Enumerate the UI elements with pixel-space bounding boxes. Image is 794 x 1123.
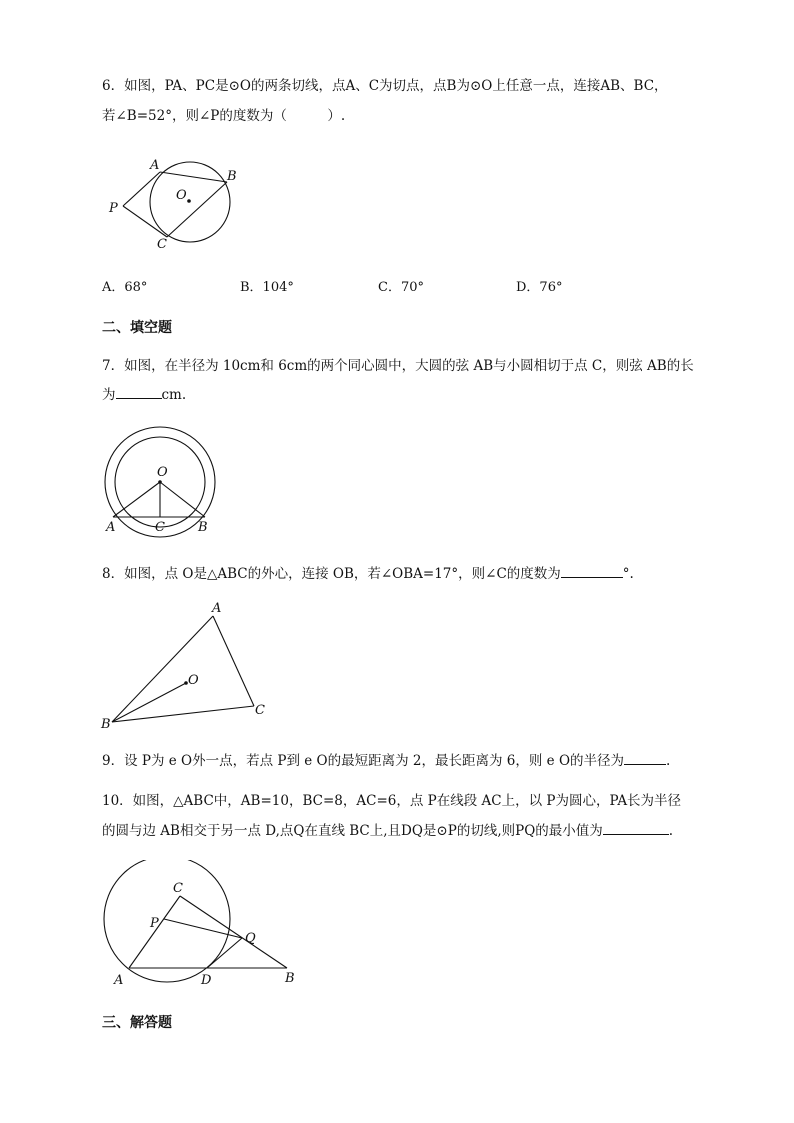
q8-label-c: C xyxy=(255,703,265,718)
q10-answer-blank xyxy=(603,820,669,835)
q8-side-ac xyxy=(213,616,254,706)
q6-center-dot xyxy=(187,199,191,203)
q8-figure xyxy=(100,600,275,730)
q10-line2-prefix: 的圆与边 AB相交于另一点 D,点Q在直线 BC上,且DQ是⊙P的切线,则PQ的最小值为 xyxy=(102,823,603,839)
q8-label-o: O xyxy=(188,673,199,688)
q10-side-bc xyxy=(180,896,287,968)
q6-label-b: B xyxy=(227,169,237,184)
q6-line2: 若∠B=52°，则∠P的度数为（ ）. xyxy=(102,108,346,124)
q7-radius-oa xyxy=(113,482,160,517)
q7-line2-suffix: cm. xyxy=(161,387,187,403)
q8-text xyxy=(102,563,634,584)
q8-text-prefix: 8．如图，点 O是△ABC的外心，连接 OB，若∠OBA=17°，则∠C的度数为 xyxy=(102,566,561,582)
q6-label-o: O xyxy=(176,188,187,203)
q8-text-suffix: °. xyxy=(622,566,634,582)
q7-line2 xyxy=(102,384,186,405)
q10-label-p: P xyxy=(150,916,159,931)
q6-tangent-pc xyxy=(123,206,167,237)
q9-text-prefix: 9．设 P为 e O外一点，若点 P到 e O的最短距离为 2，最长距离为 6，则 e O的半径为 xyxy=(102,753,625,769)
q10-label-d: D xyxy=(201,973,212,988)
q10-tangent-dq xyxy=(207,938,242,968)
q8-label-b: B xyxy=(101,717,111,730)
q6-option-a: A．68° xyxy=(102,280,148,295)
q8-segment-ob xyxy=(112,683,186,722)
q6-option-c: C．70° xyxy=(378,280,424,295)
q6-label-p: P xyxy=(109,201,118,216)
q7-figure xyxy=(100,425,225,540)
q7-line2-prefix: 为 xyxy=(102,387,116,403)
q10-label-a: A xyxy=(114,973,124,988)
q10-label-c: C xyxy=(173,881,183,896)
q6-option-d: D．76° xyxy=(516,280,563,295)
q8-label-a: A xyxy=(212,601,222,616)
q8-side-ab xyxy=(112,616,213,722)
q6-chord-ab xyxy=(160,172,227,182)
q7-label-o: O xyxy=(157,465,168,480)
q10-line2 xyxy=(102,820,673,841)
q8-answer-blank xyxy=(561,563,623,578)
q8-side-bc xyxy=(112,706,254,722)
q10-label-b: B xyxy=(285,971,295,986)
q6-label-c: C xyxy=(157,237,167,252)
q6-figure xyxy=(100,150,250,260)
q10-line1: 10．如图，△ABC中，AB=10，BC=8，AC=6，点 P在线段 AC上，以 P为圆心，PA长为半径 xyxy=(102,793,682,809)
q7-line1: 7．如图，在半径为 10cm和 6cm的两个同心圆中，大圆的弦 AB与小圆相切于点 C，则弦 AB的长 xyxy=(102,358,694,374)
q9-answer-blank xyxy=(624,750,666,765)
q10-line2-suffix: . xyxy=(668,823,674,839)
q6-line1: 6．如图，PA、PC是⊙O的两条切线，点A、C为切点，点B为⊙O上任意一点，连接AB、BC， xyxy=(102,78,668,94)
q6-tangent-pa xyxy=(123,172,160,206)
q10-circle-p xyxy=(104,860,230,982)
q10-figure xyxy=(100,860,305,995)
q9-text-suffix: . xyxy=(666,753,671,769)
q6-label-a: A xyxy=(150,158,160,173)
q7-label-b: B xyxy=(198,520,208,535)
q9-text xyxy=(102,750,670,771)
q7-center-dot xyxy=(158,480,162,484)
q7-label-a: A xyxy=(106,520,116,535)
section-heading-solution: 三、解答题 xyxy=(102,1015,172,1031)
q7-answer-blank xyxy=(116,384,162,399)
q6-option-b: B．104° xyxy=(240,280,294,295)
q10-label-q: Q xyxy=(245,931,256,946)
q10-side-ac xyxy=(129,896,180,968)
q7-label-c: C xyxy=(155,520,165,535)
q7-radius-ob xyxy=(160,482,205,517)
section-heading-fill-blank: 二、填空题 xyxy=(102,320,172,336)
